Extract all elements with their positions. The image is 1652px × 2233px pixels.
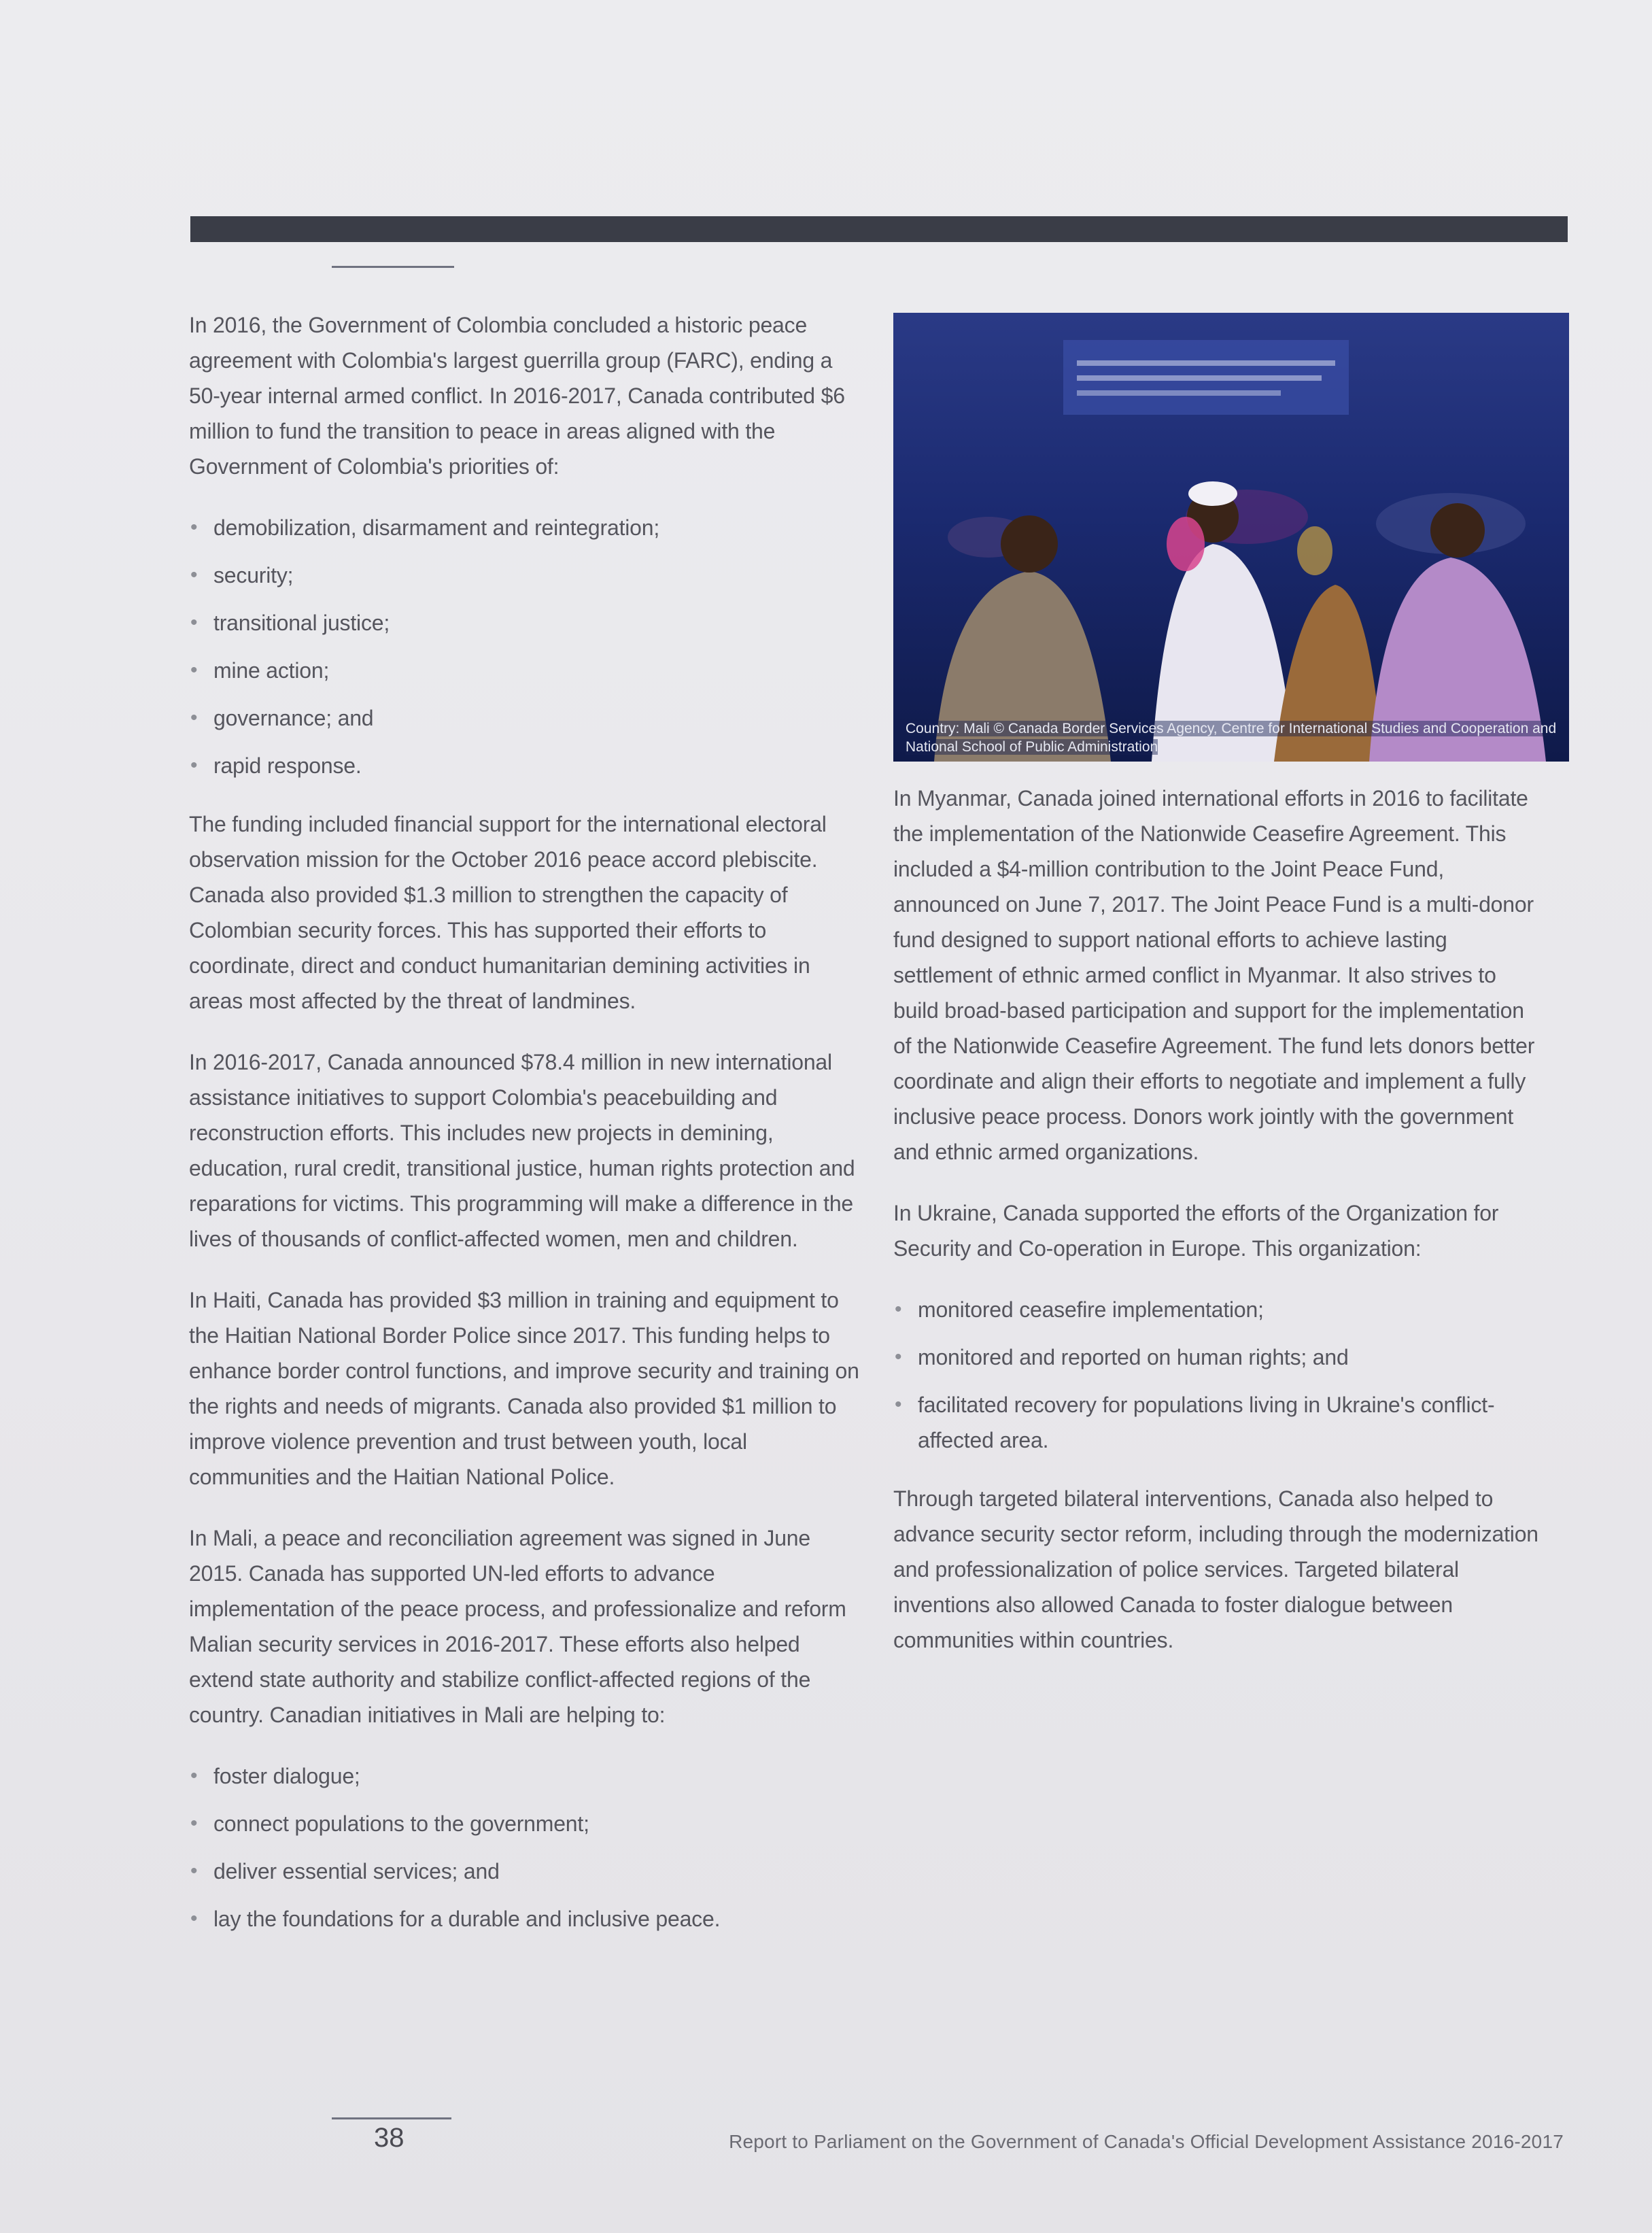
section-header-bar xyxy=(190,216,1568,242)
paragraph-haiti: In Haiti, Canada has provided $3 million in training and equipment to the Haitian National Border Police since 2017. This funding helps to enhance border control functions, and improve security and training on the rights and needs of migrants. Canada also provided $1 million to improve violence prevention and trust between youth, local communities and the Haitian National Police. xyxy=(189,1288,859,1489)
list-item: • facilitated recovery for populations living in Ukraine's conflict-affected area. xyxy=(893,1387,1539,1458)
list-item: • foster dialogue; xyxy=(189,1758,862,1794)
paragraph-myanmar: In Myanmar, Canada joined international efforts in 2016 to facilitate the implementation of the Nationwide Ceasefire Agreement. This included a $4-million contribution to the Joint Peace Fund, announced on June 7, 2017. The Joint Peace Fund is a multi-donor fund designed to support national efforts to achieve lasting settlement of ethnic armed conflict in Myanmar. It also strives to build broad-based participation and support for the implementation of the Nationwide Ceasefire Agreement. The fund lets donors better coordinate and align their efforts to negotiate and implement a fully inclusive peace process. Donors work jointly with the government and ethnic armed organizations. xyxy=(893,786,1535,1164)
header-rule xyxy=(332,266,454,268)
paragraph-electoral-funding: The funding included financial support for the international electoral observation mission for the October 2016 peace accord plebiscite. Canada also provided $1.3 million to strengthen the capacity of Colombian security forces. This has supported their efforts to coordinate, direct and conduct humanitarian demining activities in areas most affected by the threat of landmines. xyxy=(189,812,827,1013)
list-item: • security; xyxy=(189,558,862,593)
ukraine-activities-list xyxy=(893,1292,1539,1458)
list-item: • governance; and xyxy=(189,700,862,736)
list-item: • monitored and reported on human rights; and xyxy=(893,1340,1539,1375)
page-number: 38 xyxy=(374,2123,405,2153)
list-item: • connect populations to the government; xyxy=(189,1806,862,1841)
list-item: • demobilization, disarmament and reintegration; xyxy=(189,510,862,545)
paragraph-mali: In Mali, a peace and reconciliation agreement was signed in June 2015. Canada has supported UN-led efforts to advance implementation of the peace process, and professionalize and reform Malian security services in 2016-2017. These efforts also helped extend state authority and stabilize conflict-affected regions of the country. Canadian initiatives in Mali are helping to: xyxy=(189,1526,846,1727)
footer-report-title: Report to Parliament on the Government of Canada's Official Development Assistance 2016-2017 xyxy=(729,2131,1564,2152)
mali-initiatives-list xyxy=(189,1758,862,1937)
paragraph-colombia-agreement: In 2016, the Government of Colombia concluded a historic peace agreement with Colombia's largest guerrilla group (FARC), ending a 50-year internal armed conflict. In 2016-2017, Canada contributed $6 million to fund the transition to peace in areas aligned with the Government of Colombia's priorities of: xyxy=(189,313,845,479)
list-item: • mine action; xyxy=(189,653,862,688)
list-item: • rapid response. xyxy=(189,748,862,783)
colombia-priorities-list xyxy=(189,510,862,783)
list-item: • deliver essential services; and xyxy=(189,1854,862,1889)
paragraph-colombia-initiatives: In 2016-2017, Canada announced $78.4 million in new international assistance initiatives to support Colombia's peacebuilding and reconstruction efforts. This includes new projects in demining, education, rural credit, transitional justice, human rights protection and reparations for victims. This programming will make a difference in the lives of thousands of conflict-affected women, men and children. xyxy=(189,1050,855,1251)
paragraph-ukraine: In Ukraine, Canada supported the efforts of the Organization for Security and Co-operation in Europe. This organization: xyxy=(893,1201,1499,1261)
list-item: • monitored ceasefire implementation; xyxy=(893,1292,1539,1327)
list-item: • transitional justice; xyxy=(189,605,862,641)
photo-caption: Country: Mali © Canada Border Services Agency, Centre for International Studies and Cooperation and National School of Public Administration xyxy=(906,721,1557,755)
list-item: • lay the foundations for a durable and inclusive peace. xyxy=(189,1901,862,1937)
mali-meeting-photo xyxy=(893,313,1569,762)
paragraph-bilateral: Through targeted bilateral interventions, Canada also helped to advance security sector reform, including through the modernization and professionalization of police services. Targeted bilateral inventions also allowed Canada to foster dialogue between communities within countries. xyxy=(893,1486,1538,1652)
photo-illustration xyxy=(893,313,1569,762)
footer-rule xyxy=(332,2117,451,2119)
right-column xyxy=(893,781,1539,1684)
left-column xyxy=(189,307,862,1960)
